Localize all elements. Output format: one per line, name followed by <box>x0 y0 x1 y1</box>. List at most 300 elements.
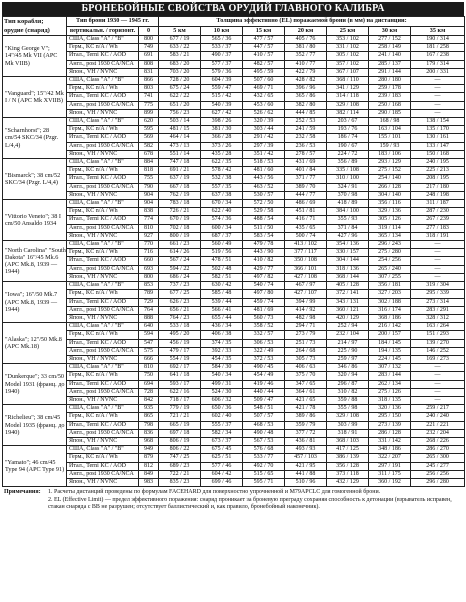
penetration-cell: 320 / 94 <box>327 372 369 380</box>
penetration-cell: 273 / 314 <box>411 298 465 306</box>
penetration-cell: 675 / 24 <box>159 85 201 93</box>
header-distance: 25 км <box>327 26 369 36</box>
table-row <box>3 273 465 281</box>
armor-type-cell: Герм., KC n/A / Wh <box>67 372 139 380</box>
penetration-cell: 139 / 270 <box>411 339 465 347</box>
penetration-cell: 783 / 18 <box>159 200 201 208</box>
table-row <box>3 446 465 454</box>
penetration-cell: 490 / 48 <box>243 429 285 437</box>
penetration-cell: 595 / 71 <box>243 478 285 486</box>
penetration-cell: 427 / 107 <box>285 290 327 298</box>
penetration-cell: — <box>411 380 465 388</box>
penetration-cell: 481 / 15 <box>159 126 201 134</box>
table-row <box>3 413 465 421</box>
table-row <box>3 347 465 355</box>
penetration-cell: 540 / 74 <box>243 282 285 290</box>
penetration-cell: 569 <box>139 134 159 142</box>
armor-type-cell: Англ., post 1930 CA/NCA <box>67 60 139 68</box>
penetration-cell: 691 / 21 <box>159 167 201 175</box>
armor-type-cell: США, Class "A" / "B" <box>67 118 139 126</box>
penetration-cell: 296 / 280 <box>411 478 465 486</box>
penetration-cell: 493 / 93 <box>285 446 327 454</box>
table-row <box>3 109 465 117</box>
armor-type-cell: Англ., post 1930 CA/NCA <box>67 224 139 232</box>
ship-name: "Yamato"; 46 cm/45 Type 94 (APC Type 91) <box>3 446 67 487</box>
penetration-cell: 551 / 14 <box>159 150 201 158</box>
penetration-cell: 373 / 26 <box>201 142 243 150</box>
penetration-cell: 224 / 145 <box>369 355 411 363</box>
penetration-cell: 444 / 77 <box>285 191 327 199</box>
penetration-cell: 364 / 61 <box>285 388 327 396</box>
armor-type-cell: Япон., VH / NVNC <box>67 314 139 322</box>
penetration-cell: 377 / 72 <box>285 429 327 437</box>
penetration-cell: 622 / 35 <box>201 159 243 167</box>
header-distance: 5 км <box>159 26 201 36</box>
penetration-cell: 849 <box>139 470 159 478</box>
penetration-cell: 637 / 19 <box>159 175 201 183</box>
penetration-cell: 532 / 38 <box>201 175 243 183</box>
penetration-cell: 677 / 25 <box>159 290 201 298</box>
penetration-cell: 248 / 198 <box>411 191 465 199</box>
penetration-cell: 509 / 47 <box>243 396 285 404</box>
penetration-cell: 477 / 57 <box>243 36 285 44</box>
penetration-cell: 526 / 62 <box>243 109 285 117</box>
armor-type-cell: Итал., Terni KC / AOD <box>67 52 139 60</box>
armor-type-cell: Итал., Terni KC / AOD <box>67 380 139 388</box>
penetration-cell: 764 <box>139 306 159 314</box>
penetration-cell: 146 / 252 <box>411 347 465 355</box>
penetration-cell: 401 / 84 <box>285 167 327 175</box>
penetration-cell: 320 / 136 <box>369 405 411 413</box>
penetration-cell: 405 / 76 <box>285 36 327 44</box>
penetration-cell: 268 / 226 <box>411 437 465 445</box>
table-row <box>3 68 465 76</box>
penetration-cell: 560 / 49 <box>201 241 243 249</box>
penetration-cell: 836 <box>139 429 159 437</box>
penetration-cell: 540 / 34 <box>201 372 243 380</box>
penetration-cell: 286 / 270 <box>411 446 465 454</box>
penetration-cell: 373 / 118 <box>327 470 369 478</box>
penetration-cell: 457 / 103 <box>285 454 327 462</box>
table-row <box>3 142 465 150</box>
penetration-cell: 241 / 59 <box>285 126 327 134</box>
header-gun-label: орудие (снаряд) <box>4 27 50 34</box>
note-1: 1. Расчеты дистанций проведены по формулам FACEHARD для поверхностно упрочненной и M79APCLC для гомогенной брони. <box>48 489 381 496</box>
penetration-cell: 319 / 114 <box>369 224 411 232</box>
penetration-cell: 290 / 185 <box>369 109 411 117</box>
penetration-cell: 436 / 81 <box>285 437 327 445</box>
penetration-cell: 304 / 144 <box>327 257 369 265</box>
penetration-cell: 254 / 140 <box>369 175 411 183</box>
penetration-cell: 251 / 73 <box>285 339 327 347</box>
penetration-cell: 377 / 117 <box>285 249 327 257</box>
table-row <box>3 339 465 347</box>
penetration-cell: 606 / 32 <box>201 396 243 404</box>
penetration-cell: 232 / 204 <box>411 429 465 437</box>
penetration-cell: 515 / 65 <box>243 470 285 478</box>
armor-type-cell: Герм., KC n/A / Wh <box>67 126 139 134</box>
armor-type-cell: США, Class "A" / "B" <box>67 200 139 208</box>
penetration-cell: 490 / 45 <box>243 364 285 372</box>
penetration-cell: 459 / 74 <box>243 298 285 306</box>
penetration-cell: 519 / 56 <box>201 249 243 257</box>
penetration-cell: 835 / 23 <box>159 478 201 486</box>
penetration-cell: — <box>411 257 465 265</box>
penetration-cell: 306 / 53 <box>243 339 285 347</box>
penetration-cell: 579 / 36 <box>201 68 243 76</box>
penetration-cell: 432 / 129 <box>327 478 369 486</box>
penetration-cell: — <box>411 77 465 85</box>
penetration-cell: 320 / 39 <box>243 118 285 126</box>
penetration-cell: 356 / 89 <box>327 159 369 167</box>
penetration-cell: 328 / 312 <box>411 314 465 322</box>
armor-table <box>2 16 465 487</box>
penetration-cell: 381 / 80 <box>285 44 327 52</box>
penetration-cell: 665 / 19 <box>159 421 201 429</box>
penetration-cell: 533 / 77 <box>243 454 285 462</box>
penetration-cell: 507 / 57 <box>243 413 285 421</box>
penetration-cell: 666 <box>139 355 159 363</box>
armor-type-cell: Япон., VH / NVNC <box>67 355 139 363</box>
penetration-cell: 217 / 180 <box>411 183 465 191</box>
penetration-cell: 305 / 126 <box>369 216 411 224</box>
penetration-cell: 419 / 46 <box>243 380 285 388</box>
penetration-cell: 559 / 47 <box>201 85 243 93</box>
penetration-cell: 348 / 186 <box>369 446 411 454</box>
ship-name: "Vittorio Veneto"; 38 I cm/50 Ansaldo 1934 <box>3 200 67 241</box>
notes <box>2 489 464 511</box>
table-row <box>3 364 465 372</box>
penetration-cell: 346 / 86 <box>327 364 369 372</box>
penetration-cell: 904 <box>139 200 159 208</box>
penetration-cell: 927 <box>139 232 159 240</box>
armor-type-cell: США, Class "A" / "B" <box>67 323 139 331</box>
penetration-cell: 371 / 77 <box>285 175 327 183</box>
penetration-cell: 495 / 20 <box>159 331 201 339</box>
table-row <box>3 224 465 232</box>
ship-name: "North Carolina" "South Dakota" 16"/45 Mk.6 (APC Mk.8, 1939 — 1944) <box>3 241 67 282</box>
table-row <box>3 437 465 445</box>
penetration-cell: 358 / 52 <box>243 323 285 331</box>
penetration-cell: 565 / 36 <box>201 36 243 44</box>
penetration-cell: 427 / 108 <box>285 273 327 281</box>
penetration-cell: 540 / 39 <box>201 101 243 109</box>
penetration-cell: 614 / 26 <box>159 249 201 257</box>
penetration-cell: 200 / 157 <box>369 331 411 339</box>
table-row <box>3 93 465 101</box>
armor-type-cell: США, Class "A" / "B" <box>67 77 139 85</box>
armor-type-cell: США, Class "A" / "B" <box>67 159 139 167</box>
penetration-cell: 372 / 141 <box>327 290 369 298</box>
penetration-cell: 360 / 192 <box>369 478 411 486</box>
penetration-cell: 382 / 114 <box>327 109 369 117</box>
penetration-cell: 803 <box>139 85 159 93</box>
penetration-cell: — <box>411 396 465 404</box>
table-row <box>3 331 465 339</box>
ship-name: "King George V"; 14"/45 Mk VII (APC Mk VIIB) <box>3 36 67 77</box>
penetration-cell: 800 <box>139 273 159 281</box>
armor-type-cell: США, Class "A" / "B" <box>67 282 139 290</box>
armor-type-cell: США, Class "A" / "B" <box>67 405 139 413</box>
penetration-cell: — <box>411 109 465 117</box>
table-row <box>3 191 465 199</box>
penetration-cell: 566 / 41 <box>201 306 243 314</box>
table-row <box>3 77 465 85</box>
penetration-cell: 673 / 37 <box>201 437 243 445</box>
penetration-cell: 221 / 221 <box>411 421 465 429</box>
penetration-cell: — <box>411 273 465 281</box>
penetration-cell: 443 / 90 <box>243 249 285 257</box>
armor-type-cell: Англ., post 1930 CA/NCA <box>67 470 139 478</box>
header-distance: 20 км <box>285 26 327 36</box>
penetration-cell: 577 / 46 <box>201 462 243 470</box>
penetration-cell: 259 / 97 <box>327 355 369 363</box>
penetration-cell: 756 / 23 <box>159 109 201 117</box>
penetration-cell: 318 / 135 <box>369 396 411 404</box>
penetration-cell: 307 / 255 <box>369 273 411 281</box>
penetration-cell: 368 / 186 <box>369 314 411 322</box>
penetration-cell: 370 / 98 <box>327 191 369 199</box>
penetration-cell: 502 / 48 <box>201 265 243 273</box>
header-distance: 15 км <box>243 26 285 36</box>
penetration-cell: 770 <box>139 241 159 249</box>
penetration-cell: 691 <box>139 52 159 60</box>
penetration-cell: 193 / 76 <box>327 126 369 134</box>
table-row <box>3 52 465 60</box>
penetration-cell: 633 / 22 <box>159 44 201 52</box>
penetration-cell: — <box>411 241 465 249</box>
penetration-cell: 327 / 203 <box>369 290 411 298</box>
page <box>2 2 464 511</box>
penetration-cell: 440 / 44 <box>243 388 285 396</box>
penetration-cell: 417 / 125 <box>327 446 369 454</box>
penetration-cell: 790 <box>139 183 159 191</box>
table-row <box>3 355 465 363</box>
penetration-cell: 396 / 96 <box>285 85 327 93</box>
table-row <box>3 249 465 257</box>
penetration-cell: 806 / 19 <box>159 437 201 445</box>
header-distance: 35 км <box>411 26 465 36</box>
armor-type-cell: США, Class "A" / "B" <box>67 364 139 372</box>
table-row <box>3 85 465 93</box>
penetration-cell: 311 / 187 <box>411 200 465 208</box>
penetration-cell: 278 / 57 <box>285 150 327 158</box>
penetration-cell: 406 / 63 <box>285 364 327 372</box>
penetration-cell: 421 / 65 <box>285 396 327 404</box>
penetration-cell: 529 / 58 <box>243 208 285 216</box>
penetration-cell: — <box>411 93 465 101</box>
header-vert-horiz: вертикальн. / горизонт. <box>67 26 139 36</box>
penetration-cell: 389 / 86 <box>285 413 327 421</box>
table-row <box>3 44 465 52</box>
table-row <box>3 183 465 191</box>
penetration-cell: — <box>411 388 465 396</box>
penetration-cell: 130 / 161 <box>411 134 465 142</box>
header-distance: 10 км <box>201 26 243 36</box>
penetration-cell: 968 <box>139 437 159 445</box>
penetration-cell: 277 / 152 <box>369 36 411 44</box>
penetration-cell: 286 / 128 <box>369 429 411 437</box>
penetration-cell: 469 / 71 <box>243 85 285 93</box>
penetration-cell: 507 / 60 <box>243 77 285 85</box>
armor-type-cell: Герм., KC n/A / Wh <box>67 167 139 175</box>
header-armor-type: Тип брони 1930 — 1945 гг. <box>67 17 159 27</box>
penetration-cell: 444 / 85 <box>285 109 327 117</box>
penetration-cell: 296 / 243 <box>369 241 411 249</box>
armor-type-cell: Герм., KC n/A / Wh <box>67 44 139 52</box>
penetration-cell: 311 / 175 <box>369 470 411 478</box>
penetration-cell: 310 / 100 <box>327 175 369 183</box>
penetration-cell: 576 / 68 <box>243 446 285 454</box>
penetration-cell: 486 / 69 <box>285 200 327 208</box>
penetration-cell: 236 / 53 <box>285 142 327 150</box>
penetration-cell: 697 / 18 <box>159 429 201 437</box>
penetration-cell: 741 <box>139 93 159 101</box>
penetration-cell: 329 / 108 <box>327 413 369 421</box>
penetration-cell: 687 / 37 <box>201 232 243 240</box>
penetration-cell: 421 / 78 <box>285 405 327 413</box>
penetration-cell: 295 / 150 <box>369 413 411 421</box>
penetration-cell: 232 / 58 <box>285 134 327 142</box>
penetration-cell: 779 / 19 <box>159 405 201 413</box>
table-row <box>3 150 465 158</box>
penetration-cell: 259 / 217 <box>411 405 465 413</box>
penetration-cell: 547 <box>139 339 159 347</box>
penetration-cell: 641 / 18 <box>159 372 201 380</box>
penetration-cell: 694 <box>139 380 159 388</box>
penetration-cell: 584 / 30 <box>201 364 243 372</box>
penetration-cell: 374 / 35 <box>201 339 243 347</box>
penetration-cell: 451 / 81 <box>285 208 327 216</box>
table-row <box>3 265 465 273</box>
penetration-cell: 155 / 101 <box>369 134 411 142</box>
penetration-cell: 764 / 23 <box>159 314 201 322</box>
penetration-cell: 441 / 88 <box>285 470 327 478</box>
penetration-cell: 686 / 24 <box>159 273 201 281</box>
penetration-cell: 427 / 96 <box>327 232 369 240</box>
penetration-cell: 539 / 44 <box>201 298 243 306</box>
penetration-cell: 879 <box>139 454 159 462</box>
penetration-cell: 808 <box>139 60 159 68</box>
penetration-cell: 168 / 98 <box>369 118 411 126</box>
penetration-cell: 511 / 50 <box>243 224 285 232</box>
penetration-cell: 305 / 73 <box>285 355 327 363</box>
penetration-cell: 626 / 23 <box>159 298 201 306</box>
ship-name: "Richelieu"; 38 cm/45 Model 1935 (франц. до 1940) <box>3 405 67 446</box>
armor-type-cell: Герм., KC n/A / Wh <box>67 290 139 298</box>
penetration-cell: 650 / 36 <box>201 405 243 413</box>
armor-type-cell: Англ., post 1930 CA/NCA <box>67 101 139 109</box>
penetration-cell: 381 / 30 <box>201 126 243 134</box>
penetration-cell: 356 / 116 <box>369 200 411 208</box>
penetration-cell: 582 / 34 <box>201 429 243 437</box>
penetration-cell: 371 / 84 <box>327 224 369 232</box>
armor-type-cell: Япон., VH / NVNC <box>67 273 139 281</box>
penetration-cell: 497 / 82 <box>243 273 285 281</box>
penetration-cell: 225 / 213 <box>411 167 465 175</box>
penetration-cell: 259 / 178 <box>369 85 411 93</box>
penetration-cell: 582 / 51 <box>201 273 243 281</box>
penetration-cell: 670 / 34 <box>201 200 243 208</box>
penetration-cell: 265 / 300 <box>411 454 465 462</box>
penetration-cell: 495 / 59 <box>243 68 285 76</box>
penetration-cell: 275 / 152 <box>369 167 411 175</box>
penetration-cell: 392 / 33 <box>201 347 243 355</box>
penetration-cell: 789 <box>139 290 159 298</box>
penetration-cell: 398 / 26 <box>201 118 243 126</box>
penetration-cell: 200 / 331 <box>411 68 465 76</box>
penetration-cell: 240 / 195 <box>411 159 465 167</box>
penetration-cell: 297 / 39 <box>243 142 285 150</box>
penetration-cell: 515 / 42 <box>201 93 243 101</box>
penetration-cell: 410 / 77 <box>285 60 327 68</box>
penetration-cell: 510 / 96 <box>285 478 327 486</box>
penetration-cell: 602 / 40 <box>201 413 243 421</box>
penetration-cell: 352 / 77 <box>285 52 327 60</box>
penetration-cell: 677 / 19 <box>159 36 201 44</box>
penetration-cell: 473 / 13 <box>159 142 201 150</box>
penetration-cell: 533 / 18 <box>159 323 201 331</box>
penetration-cell: 273 / 79 <box>285 331 327 339</box>
penetration-cell: 467 / 97 <box>285 282 327 290</box>
penetration-cell: 755 <box>139 175 159 183</box>
penetration-cell: 594 / 22 <box>159 265 201 273</box>
penetration-cell: 560 / 73 <box>243 314 285 322</box>
penetration-cell: 366 / 28 <box>201 134 243 142</box>
notes-label: Примечания: <box>4 489 41 496</box>
armor-type-cell: Герм., KC n/A / Wh <box>67 413 139 421</box>
penetration-cell: 267 / 239 <box>411 216 465 224</box>
penetration-cell: 774 <box>139 216 159 224</box>
penetration-cell: 183 / 106 <box>369 150 411 158</box>
penetration-cell: 405 / 128 <box>327 282 369 290</box>
penetration-cell: 503 / 14 <box>159 118 201 126</box>
armor-type-cell: Япон., VH / NVNC <box>67 478 139 486</box>
penetration-cell: 275 / 280 <box>369 249 411 257</box>
penetration-cell: 492 / 70 <box>243 462 285 470</box>
penetration-cell: 747 / 25 <box>159 454 201 462</box>
penetration-cell: 291 / 42 <box>243 134 285 142</box>
penetration-cell: 853 <box>139 282 159 290</box>
penetration-cell: 355 / 98 <box>327 405 369 413</box>
table-row <box>3 380 465 388</box>
armor-type-cell: США, Class "A" / "B" <box>67 446 139 454</box>
penetration-cell: 692 / 17 <box>159 364 201 372</box>
penetration-cell: 294 / 71 <box>285 323 327 331</box>
note-2: 2. EL (Effective Limit) — предел эффективного поражения: снаряд проникает за броневую преграду сохраняя способность к детонации (взрыватель исправен, стакан снаряда с ВВ не разрушен; отсутствует баллистический и, как правило, бронебойный наконечник). <box>48 496 452 510</box>
penetration-cell: 305 / 102 <box>327 52 369 60</box>
penetration-cell: 488 / 54 <box>243 216 285 224</box>
penetration-cell: 627 / 42 <box>201 109 243 117</box>
penetration-cell: 350 / 108 <box>285 257 327 265</box>
penetration-cell: 357 / 102 <box>327 60 369 68</box>
penetration-cell: 304 / 140 <box>369 191 411 199</box>
table-row <box>3 396 465 404</box>
penetration-cell: 578 / 42 <box>201 167 243 175</box>
penetration-cell: 277 / 183 <box>411 224 465 232</box>
penetration-cell: 329 / 136 <box>369 208 411 216</box>
penetration-cell: 322 / 207 <box>369 454 411 462</box>
penetration-cell: 295 / 339 <box>411 290 465 298</box>
header-distance: 30 км <box>369 26 411 36</box>
armor-type-cell: Япон., VH / NVNC <box>67 109 139 117</box>
penetration-cell: 240 / 240 <box>411 413 465 421</box>
table-row <box>3 470 465 478</box>
penetration-cell: 303 / 99 <box>327 421 369 429</box>
penetration-cell: 250 / 168 <box>369 101 411 109</box>
penetration-cell: 359 / 79 <box>285 421 327 429</box>
penetration-cell: 557 / 35 <box>201 183 243 191</box>
